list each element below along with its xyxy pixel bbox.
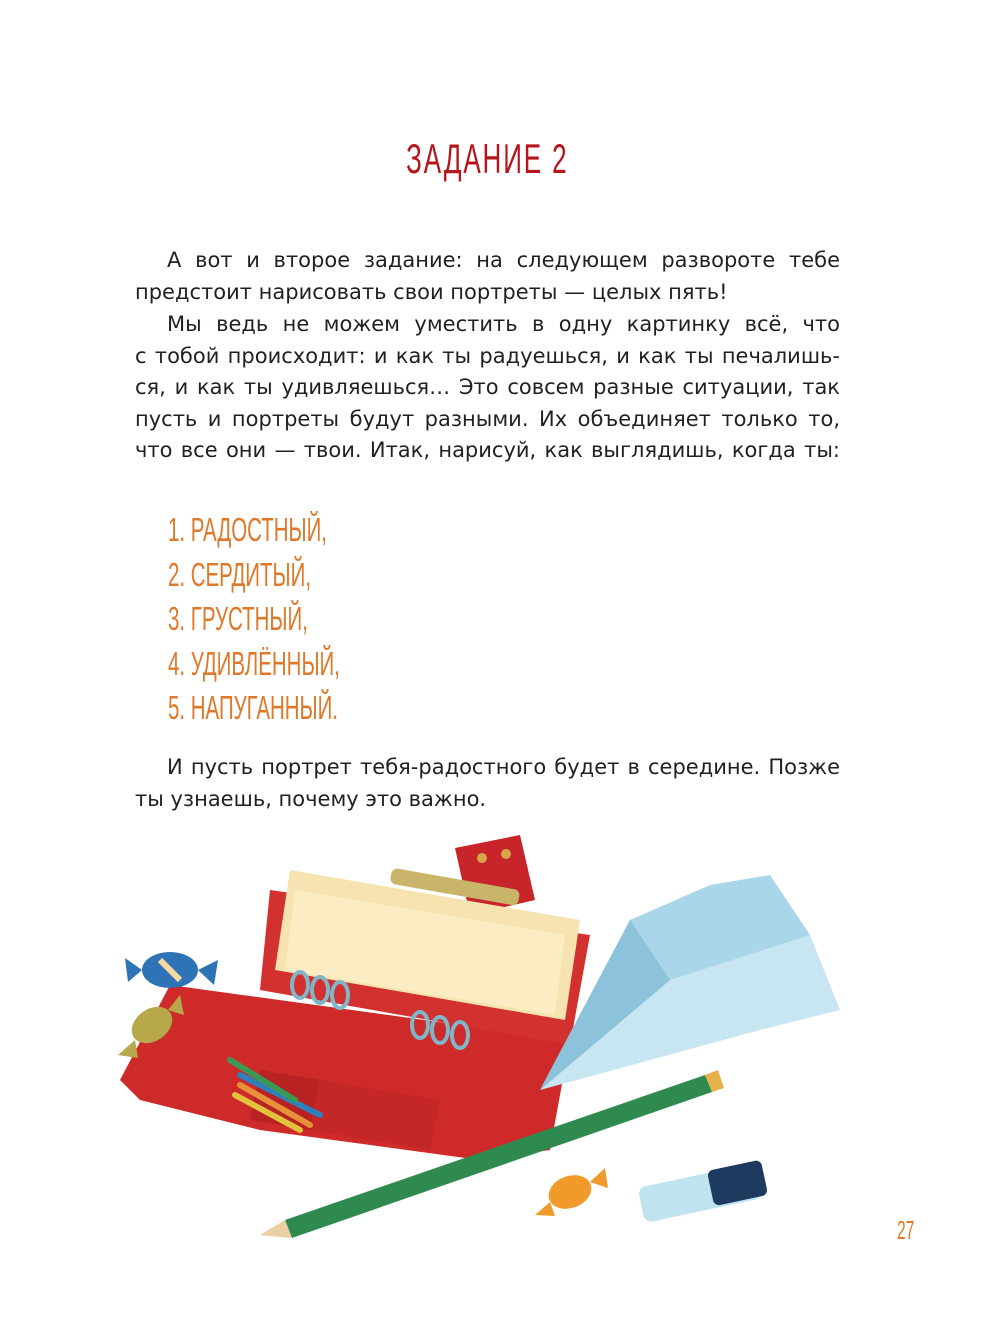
list-item: 4. УДИВЛЁННЫЙ,	[168, 644, 340, 682]
candy-icon	[125, 952, 218, 988]
page-title: ЗАДАНИЕ 2	[406, 135, 569, 182]
text-line: что все они — твои. Итак, нарисуй, как выглядишь, когда ты:	[135, 438, 840, 462]
candy-icon	[535, 1168, 608, 1216]
text-line: предстоит нарисовать свои портреты — целых пять!	[135, 279, 728, 304]
emotion-list	[168, 508, 445, 731]
text-line: с тобой происходит: и как ты радуешься, и как ты печалишь-	[135, 343, 840, 368]
text-line: И пусть портрет тебя-радостного будет в середине. Позже	[167, 755, 840, 779]
paragraph-intro	[135, 245, 840, 308]
paper-plane-icon	[540, 875, 840, 1090]
planner-icon	[120, 870, 590, 1160]
text-line: А вот и второе задание: на следующем развороте тебе	[167, 248, 840, 272]
stationery-illustration	[110, 830, 870, 1260]
paragraph-closing	[135, 752, 840, 815]
list-item: 5. НАПУГАННЫЙ.	[168, 689, 339, 726]
eraser-icon	[638, 1160, 769, 1224]
paragraph-explanation	[135, 309, 840, 467]
list-item: 3. ГРУСТНЫЙ,	[168, 600, 308, 637]
list-item: 1. РАДОСТНЫЙ,	[168, 511, 328, 548]
text-line: ся, и как ты удивляешься… Это совсем разные ситуации, так	[135, 375, 840, 399]
text-line: ты узнаешь, почему это важно.	[135, 786, 487, 811]
list-item: 2. СЕРДИТЫЙ,	[168, 555, 312, 593]
page-number: 27	[897, 1215, 915, 1245]
text-line: Мы ведь не можем уместить в одну картинку всё, что	[167, 312, 840, 336]
text-line: пусть и портреты будут разными. Их объединяет только то,	[135, 406, 840, 431]
